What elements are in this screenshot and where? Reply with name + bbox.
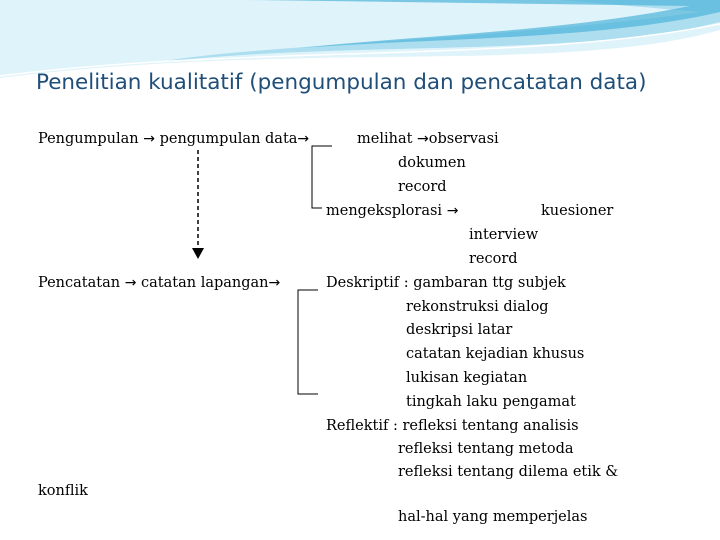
melihat-label: melihat — [357, 131, 413, 147]
reflektif-item: hal-hal yang memperjelas — [398, 509, 588, 525]
arrow-icon: → — [124, 275, 137, 291]
bracket-deskriptif-reflektif — [298, 290, 318, 394]
record-label: record — [398, 179, 447, 195]
konflik-label: konflik — [38, 483, 88, 499]
catatan-lapangan-label: catatan lapangan — [141, 275, 269, 291]
dokumen-label: dokumen — [398, 155, 466, 171]
row-pengumpulan — [38, 130, 309, 148]
row-mengeksplorasi — [326, 202, 458, 220]
deskriptif-item: deskripsi latar — [406, 322, 513, 338]
page-title: Penelitian kualitatif (pengumpulan dan pencatatan data) — [36, 70, 647, 95]
pengumpulan-data-label: pengumpulan data — [159, 131, 298, 147]
reflektif-item: refleksi tentang dilema etik & — [398, 464, 619, 480]
observasi-label: observasi — [428, 131, 499, 147]
deskriptif-label: Deskriptif : gambaran ttg subjek — [326, 275, 566, 291]
reflektif-label: Reflektif : refleksi tentang analisis — [326, 418, 579, 434]
arrow-icon: → — [268, 275, 281, 291]
deskriptif-item: catatan kejadian khusus — [406, 346, 585, 362]
deskriptif-item: rekonstruksi dialog — [406, 299, 549, 315]
bracket-melihat-mengeksplorasi — [312, 146, 332, 208]
reflektif-item: refleksi tentang metoda — [398, 441, 574, 457]
mengeksplorasi-label: mengeksplorasi — [326, 203, 443, 219]
interview-label: interview — [469, 227, 539, 243]
arrow-icon: → — [297, 131, 310, 147]
row-pencatatan — [38, 274, 280, 292]
arrow-icon: → — [417, 131, 429, 147]
dashed-arrowhead — [192, 248, 204, 259]
arrow-icon: → — [143, 131, 155, 147]
arrow-icon: → — [446, 203, 459, 219]
deskriptif-item: lukisan kegiatan — [406, 370, 528, 386]
row-melihat — [357, 130, 499, 148]
kuesioner-label: kuesioner — [541, 203, 614, 219]
record-label: record — [469, 251, 518, 267]
pengumpulan-label: Pengumpulan — [38, 131, 139, 147]
pencatatan-label: Pencatatan — [38, 275, 121, 291]
deskriptif-item: tingkah laku pengamat — [406, 394, 576, 410]
